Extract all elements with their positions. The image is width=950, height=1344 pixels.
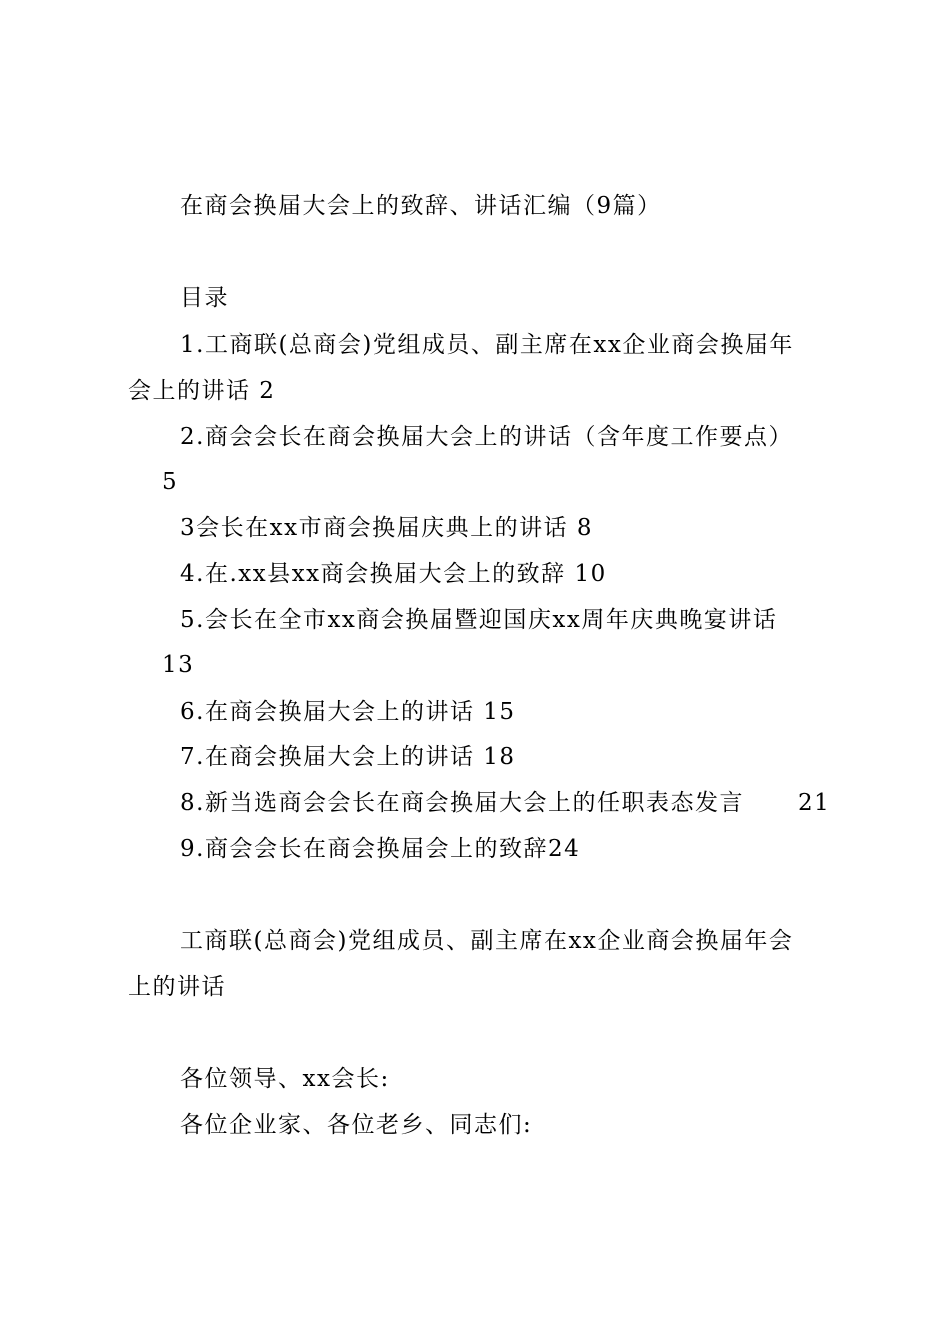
toc-item-6: 6.在商会换届大会上的讲话 15 <box>180 699 516 725</box>
toc-item-8: 8.新当选商会会长在商会换届大会上的任职表态发言 <box>180 790 744 816</box>
section-title: 工商联(总商会)党组成员、副主席在xx企业商会换届年会 <box>180 928 794 954</box>
toc-item-1-cont: 会上的讲话 2 <box>128 378 276 404</box>
toc-item-2-cont: 5 <box>162 469 179 495</box>
toc-item-5-cont: 13 <box>162 652 195 678</box>
toc-item-3: 3会长在xx市商会换届庆典上的讲话 8 <box>180 515 594 541</box>
salutation-1: 各位领导、xx会长: <box>180 1066 390 1092</box>
toc-item-4: 4.在.xx县xx商会换届大会上的致辞 10 <box>180 561 607 587</box>
toc-item-7: 7.在商会换届大会上的讲话 18 <box>180 744 516 770</box>
toc-item-8-page: 21 <box>798 790 831 816</box>
salutation-2: 各位企业家、各位老乡、同志们: <box>180 1112 533 1138</box>
toc-item-1: 1.工商联(总商会)党组成员、副主席在xx企业商会换届年 <box>180 332 794 358</box>
document-title: 在商会换届大会上的致辞、讲话汇编（9篇） <box>180 193 662 219</box>
toc-heading: 目录 <box>180 285 229 311</box>
toc-item-5: 5.会长在全市xx商会换届暨迎国庆xx周年庆典晚宴讲话 <box>180 607 778 633</box>
section-title-cont: 上的讲话 <box>128 974 226 1000</box>
toc-item-9: 9.商会会长在商会换届会上的致辞24 <box>180 836 581 862</box>
toc-item-2: 2.商会会长在商会换届大会上的讲话（含年度工作要点） <box>180 424 793 450</box>
